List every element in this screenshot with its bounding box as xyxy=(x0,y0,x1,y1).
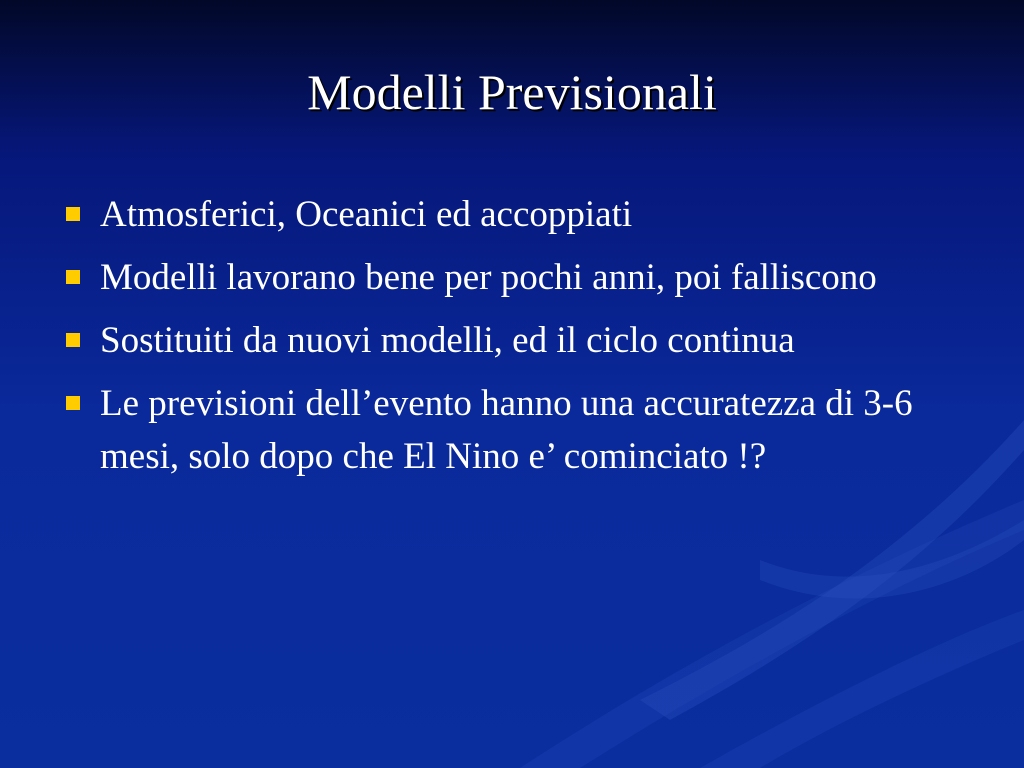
bullet-list xyxy=(62,188,962,493)
bullet-item xyxy=(62,188,962,241)
slide-title: Modelli Previsionali xyxy=(307,64,717,120)
bullet-text: Modelli lavorano bene per pochi anni, poi falliscono xyxy=(100,257,877,298)
square-bullet-icon xyxy=(66,270,80,284)
bullet-text: Sostituiti da nuovi modelli, ed il ciclo continua xyxy=(100,320,795,361)
bullet-item xyxy=(62,314,962,367)
bullet-item xyxy=(62,377,962,483)
bullet-text: Le previsioni dell’evento hanno una accuratezza di 3-6 mesi, solo dopo che El Nino e’ cominciato !? xyxy=(100,383,913,477)
bullet-item xyxy=(62,251,962,304)
bullet-text: Atmosferici, Oceanici ed accoppiati xyxy=(100,194,633,235)
square-bullet-icon xyxy=(66,396,80,410)
square-bullet-icon xyxy=(66,207,80,221)
square-bullet-icon xyxy=(66,333,80,347)
